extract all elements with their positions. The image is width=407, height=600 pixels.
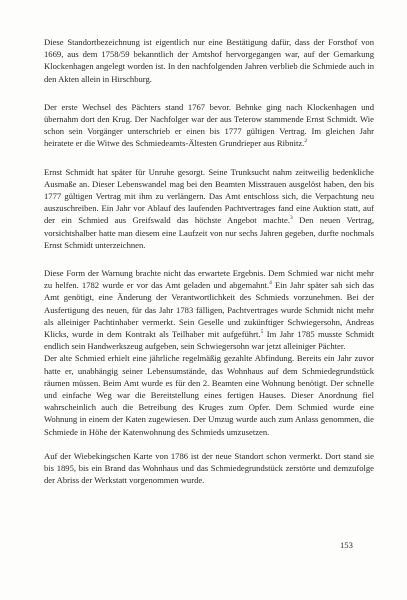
- paragraph-1: [44, 36, 374, 85]
- footnote-marker: 2: [304, 138, 308, 145]
- footnote-marker: 4: [269, 280, 272, 287]
- paragraph-text: Den neuen Vertrag, vorsichtshalber hatte man diesem eine Laufzeit von nur sechs Jahren gegeben, durfte nochmals Ernst Schmidt unterzeichnen.: [44, 215, 374, 250]
- paragraph-2: [44, 101, 374, 150]
- paragraph-3: [44, 166, 374, 251]
- paragraph-text: Im Jahr 1785 musste Schmidt endlich sein Handwerkszeug aufgeben, sein Schwiegersohn war jetzt alleiniger Pächter.: [44, 329, 374, 352]
- paragraph-text: Ein Jahr später sah sich das Amt genötigt, eine Änderung der Verantwortlichkeit des Schmieds vorzunehmen. Bei der Ausfertigung des neuen, für das Jahr 1783 fälligen, Pachtvertrages wurde Schmidt nicht mehr als alleiniger Pachtinhaber vermerkt. Sein Geselle und zukünftiger Schwiegersohn, Andreas Klicks, wurde in dem Kontrakt als Teilhaber mit aufgeführt.: [44, 280, 374, 340]
- paragraph-5: [44, 352, 374, 437]
- body-text: [44, 36, 374, 503]
- footnote-marker: 5: [260, 329, 264, 336]
- page-number: 153: [340, 540, 353, 550]
- paragraph-text: Der erste Wechsel des Pächters stand 1767 bevor. Behnke ging nach Klockenhagen und übernahm dort den Krug. Der Nachfolger war der aus Teterow stammende Ernst Schmidt. Wie schon sein Vorgänger unterschrieb er einen bis 1777 gültigen Vertrag. Im gleichen Jahr heiratete er die Witwe des Schmiedeamts-Ältesten Grundrieper aus Ribnitz.: [44, 101, 374, 149]
- paragraph-text: Diese Standortbezeichnung ist eigentlich nur eine Bestätigung dafür, dass der Forsthof von 1669, aus dem 1758/59 bekanntlich der Amtshof hervorgegangen war, auf der Gemarkung Klockenhagen angelegt worden ist. In den nachfolgenden Jahren verblieb die Schmiede auch in den Akten allein in Hirschburg.: [44, 37, 374, 84]
- paragraph-4: [44, 267, 374, 352]
- paragraph-text: Der alte Schmied erhielt eine jährliche regelmäßig gezahlte Abfindung. Bereits ein Jahr zuvor hatte er, unabhängig seiner Lebensumstände, das Wohnhaus auf dem Schmiedegrundstück räumen müssen. Beim Amt wurde es für den 2. Beamten eine Wohnung benötigt. Der schnelle und einfache Weg war die Bereitstellung eines fertigen Hauses. Dieser Anordnung fiel wahrscheinlich auch die Betreibung des Kruges zum Opfer. Dem Schmied wurde eine Wohnung in einem der Katen zugewiesen. Der Umzug wurde auch zum Anlass genommen, die Schmiede in Höhe der Katenwohnung des Schmieds umzusetzen.: [44, 353, 374, 437]
- footnote-marker: 3: [289, 215, 293, 222]
- paragraph-6: [44, 450, 374, 487]
- paragraph-text: Auf der Wiebekingschen Karte von 1786 ist der neue Standort schon vermerkt. Dort stand sie bis 1895, bis ein Brand das Wohnhaus und das Schmiedegrundstück zerstörte und demzufolge der Abriss der Werkstatt vorgenommen wurde.: [44, 450, 374, 486]
- paragraph-text: Diese Form der Warnung brachte nicht das erwartete Ergebnis. Dem Schmied war nicht mehr zu helfen. 1782 wurde er vor das Amt geladen und abgemahnt.: [44, 268, 374, 291]
- paragraph-text: Ernst Schmidt hat später für Unruhe gesorgt. Seine Trunksucht nahm zeitweilig bedenkliche Ausmaße an. Dieser Lebenswandel mag bei den Beamten Misstrauen ausgelöst haben, den bis 1777 gültigen Vertrag mit ihm zu verlängern. Das Amt entschloss sich, die Verpachtung neu auszuschreiben. Ein Jahr vor Ablauf des laufenden Pachtvertrages fand eine Auktion statt, auf der ein Schmied aus Greifswald das höchste Angebot machte.: [44, 166, 374, 226]
